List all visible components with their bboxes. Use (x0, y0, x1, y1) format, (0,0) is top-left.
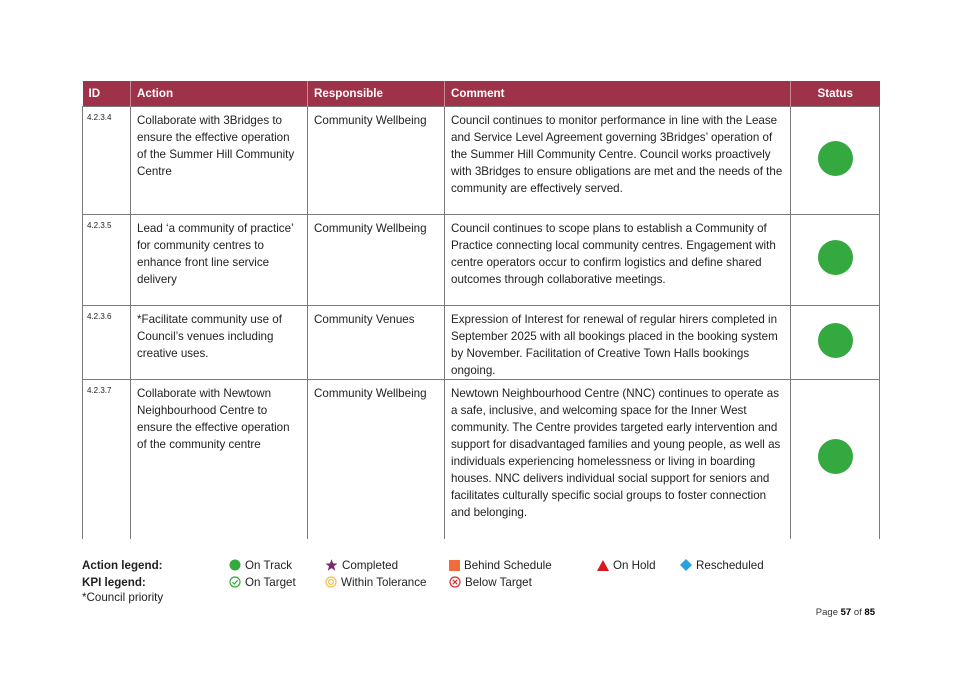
kpi-legend-label: KPI legend: (82, 576, 146, 589)
legend-on-target-label: On Target (245, 576, 296, 589)
legend-behind-schedule-label: Behind Schedule (464, 559, 552, 572)
table-row (83, 306, 880, 380)
legend-rescheduled-label: Rescheduled (696, 559, 764, 572)
legend-completed (325, 557, 398, 574)
row-status (791, 380, 880, 539)
legend-behind-schedule (449, 557, 552, 574)
header-responsible: Responsible (308, 81, 445, 107)
on-track-status-icon (818, 141, 853, 176)
row-status (791, 107, 880, 215)
table-row (83, 107, 880, 215)
header-comment: Comment (445, 81, 791, 107)
legend-on-hold-label: On Hold (613, 559, 656, 572)
page-prefix: Page (815, 607, 838, 618)
legend-on-track (229, 557, 292, 574)
row-comment: Council continues to scope plans to establish a Community of Practice connecting local community centres. Engagement with centre operators occur to confirm logistics and define shared outcomes through collaborative meetings. (445, 215, 791, 306)
page-number (816, 607, 875, 618)
on-track-icon (229, 559, 241, 571)
row-status (791, 306, 880, 380)
council-priority-note: *Council priority (82, 591, 164, 604)
row-id: 4.2.3.7 (83, 380, 131, 539)
actions-table (82, 81, 880, 539)
row-action: Collaborate with Newtown Neighbourhood Centre to ensure the effective operation of the community centre (131, 380, 308, 539)
legend-on-target (229, 574, 296, 591)
legend-on-track-label: On Track (245, 559, 293, 572)
row-status (791, 215, 880, 306)
on-track-status-icon (818, 439, 853, 474)
row-responsible: Community Wellbeing (308, 215, 445, 306)
row-action: Collaborate with 3Bridges to ensure the effective operation of the Summer Hill Community Centre (131, 107, 308, 215)
page-of: of (853, 607, 862, 618)
action-legend-label: Action legend: (82, 559, 163, 572)
legend-within-tolerance-label: Within Tolerance (341, 576, 427, 589)
row-responsible: Community Venues (308, 306, 445, 380)
page-current: 57 (840, 607, 852, 618)
row-id: 4.2.3.5 (83, 215, 131, 306)
on-track-status-icon (818, 240, 853, 275)
page-total: 85 (864, 607, 875, 618)
table-header-row (83, 81, 880, 107)
header-action: Action (131, 81, 308, 107)
row-action: Lead ‘a community of practice’ for community centres to enhance front line service delivery (131, 215, 308, 306)
row-action: *Facilitate community use of Council’s venues including creative uses. (131, 306, 308, 380)
row-comment: Expression of Interest for renewal of regular hirers completed in September 2025 with all bookings placed in the booking system by November. Facilitation of Creative Town Halls bookings ongoing. (445, 306, 791, 380)
header-id: ID (83, 81, 131, 107)
row-comment: Newtown Neighbourhood Centre (NNC) continues to operate as a safe, inclusive, and welcoming space for the Inner West community. The Centre provides targeted early intervention and support for disadvantaged families and young people, as well as individuals experiencing homelessness or living in boarding houses. NNC delivers individual social support for seniors and facilitates culturally specific social groups to foster connection and belonging. (445, 380, 791, 539)
legend-rescheduled (680, 557, 764, 574)
x-circle-icon (449, 576, 461, 588)
legend-on-hold (597, 557, 656, 574)
on-track-status-icon (818, 323, 853, 358)
legend-below-target (449, 574, 532, 591)
target-ring-icon (325, 576, 337, 588)
legend-within-tolerance (325, 574, 427, 591)
triangle-icon (597, 560, 609, 571)
header-status: Status (791, 81, 880, 107)
square-icon (449, 560, 460, 571)
check-circle-icon (229, 576, 241, 588)
table-row (83, 380, 880, 539)
table-row (83, 215, 880, 306)
row-id: 4.2.3.6 (83, 306, 131, 380)
legend-completed-label: Completed (342, 559, 399, 572)
diamond-icon (680, 559, 692, 571)
row-comment: Council continues to monitor performance in line with the Lease and Service Level Agreement governing 3Bridges’ operation of the Summer Hill Community Centre. Council works proactively with 3Bridges to ensure obligations are met and the needs of the community are effectively served. (445, 107, 791, 215)
row-responsible: Community Wellbeing (308, 380, 445, 539)
legend-below-target-label: Below Target (465, 576, 532, 589)
star-icon (325, 559, 338, 571)
row-responsible: Community Wellbeing (308, 107, 445, 215)
row-id: 4.2.3.4 (83, 107, 131, 215)
